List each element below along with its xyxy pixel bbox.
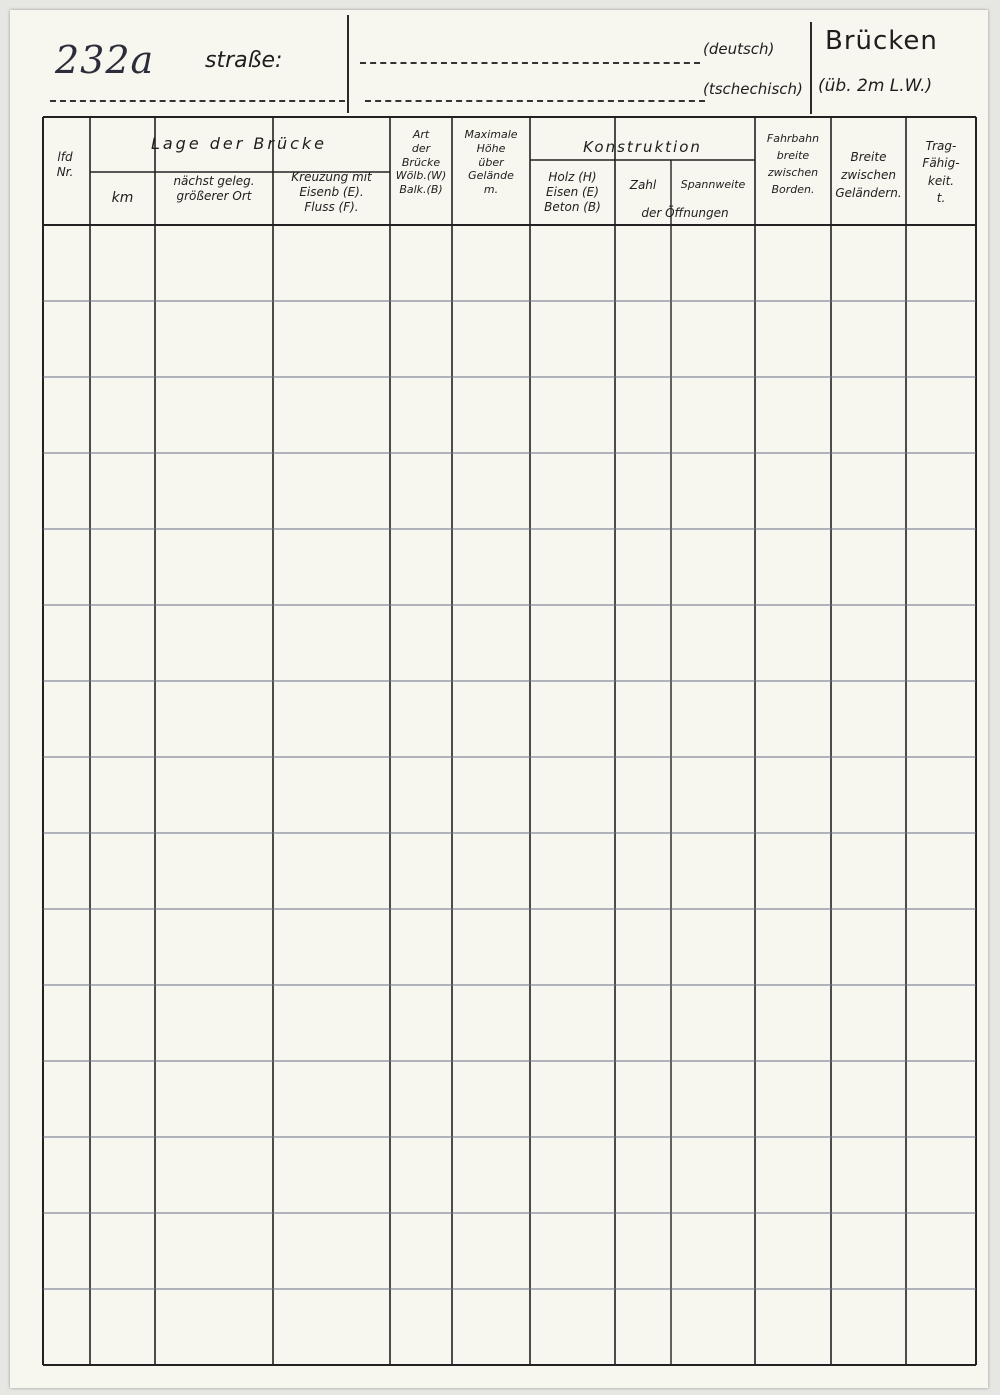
header-kreuzung: Kreuzung mit Eisenb (E). Fluss (F). bbox=[291, 170, 372, 214]
header-oeffnungen: der Öffnungen bbox=[641, 206, 729, 220]
header-zahl: Zahl bbox=[629, 178, 657, 192]
form-sheet bbox=[10, 10, 988, 1388]
header-art: Art der Brücke Wölb.(W) Balk.(B) bbox=[395, 128, 447, 196]
header-lage-group: Lage der Brücke bbox=[150, 134, 328, 153]
header-breite: Breite zwischen Geländern. bbox=[835, 150, 902, 200]
header-hoehe: Maximale Höhe über Gelände m. bbox=[464, 128, 518, 196]
header-material: Holz (H) Eisen (E) Beton (B) bbox=[544, 170, 601, 214]
header-ort: nächst geleg. größerer Ort bbox=[173, 174, 255, 203]
table-grid bbox=[10, 10, 988, 1388]
header-fahrbahn: Fahrbahn breite zwischen Borden. bbox=[766, 132, 820, 197]
header-spannweite: Spannweite bbox=[680, 178, 746, 191]
form-title: Brücken bbox=[825, 26, 938, 56]
header-km: km bbox=[111, 190, 134, 206]
tschechisch-label: (tschechisch) bbox=[703, 80, 803, 98]
archive-number: 232a bbox=[55, 38, 155, 82]
deutsch-label: (deutsch) bbox=[703, 40, 775, 58]
header-lfd: lfd Nr. bbox=[56, 150, 74, 179]
header-trag: Trag- Fähig- keit. t. bbox=[922, 139, 960, 206]
header-konstruktion-group: Konstruktion bbox=[583, 138, 702, 156]
strasse-label: straße: bbox=[205, 48, 283, 73]
form-subtitle: (üb. 2m L.W.) bbox=[818, 76, 933, 96]
